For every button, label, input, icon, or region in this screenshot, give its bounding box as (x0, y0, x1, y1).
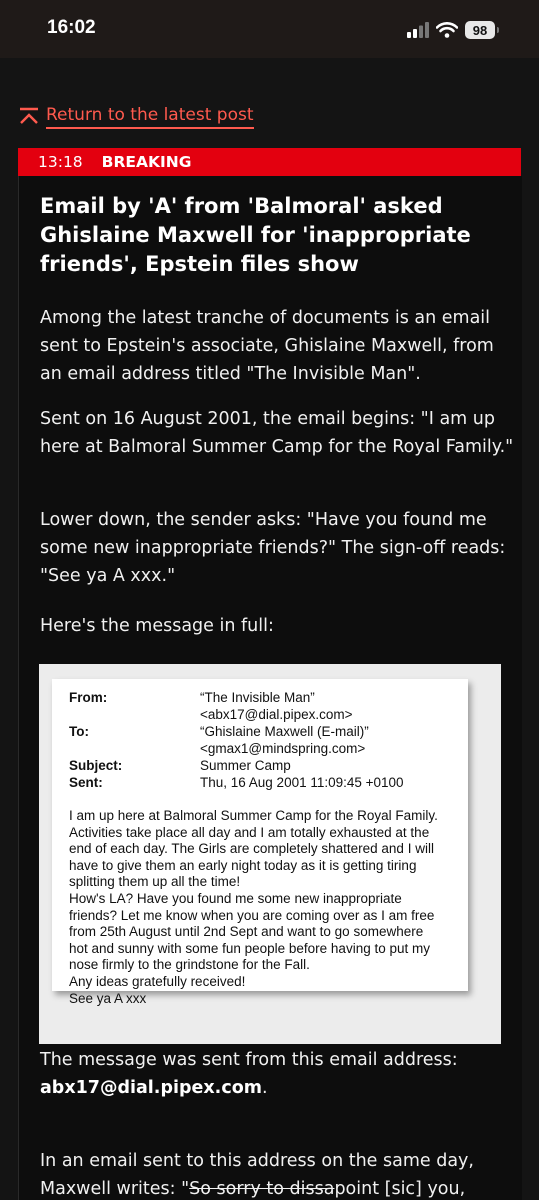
breaking-label: BREAKING (101, 153, 192, 171)
email-sent: Thu, 16 Aug 2001 11:09:45 +0100 (200, 775, 404, 790)
email-from-label: From: (69, 690, 108, 705)
paragraph-5 (40, 1046, 515, 1102)
paragraph-3: Lower down, the sender asks: "Have you found me some new inappropriate friends?" The sign-off reads: "See ya A xxx." (40, 510, 506, 586)
paragraph-6-start: In an email sent to this address on the same day, Maxwell writes: " (40, 1151, 474, 1199)
post-time: 13:18 (38, 153, 83, 171)
paragraph-6-strikethrough: So sorry to dissa (189, 1179, 335, 1199)
email-body: I am up here at Balmoral Summer Camp for the Royal Family. Activities take place all day and I am totally exhausted at the end of each day. The Girls are completely shattered and I will have to give them an early night today as it is getting tiring splitting them up all the time! How's LA? Have you found me some new inappropriate friends? Let me know when you are coming over as I am free from 25th August until 2nd Sept and want to go somewhere hot and sunny with some fun people before having to put my nose firmly to the grindstone for the Fall. Any ideas gratefully received! See ya A xxx (69, 808, 438, 1006)
email-subject: Summer Camp (200, 758, 291, 773)
paragraph-4: Here's the message in full: (40, 616, 274, 636)
status-bar (0, 0, 539, 58)
return-to-latest-link[interactable] (18, 105, 254, 129)
email-image (39, 664, 501, 1044)
status-time: 16:02 (47, 17, 96, 38)
return-to-latest-label: Return to the latest post (46, 105, 254, 129)
paragraph-1: Among the latest tranche of documents is an email sent to Epstein's associate, Ghislaine Maxwell, from an email address titled "The Invisible Man". (40, 308, 494, 384)
email-to-name: “Ghislaine Maxwell (E-mail)” (200, 724, 369, 739)
email-to-address: <gmax1@mindspring.com> (200, 741, 366, 756)
paragraph-2: Sent on 16 August 2001, the email begins: "I am up here at Balmoral Summer Camp for the Royal Family." (40, 409, 514, 457)
battery-icon: 98 (465, 21, 495, 39)
paragraph-5-end: . (261, 1078, 268, 1098)
email-from-address: <abx17@dial.pipex.com> (200, 707, 353, 722)
breaking-banner (18, 148, 521, 176)
paragraph-5-lead: The message was sent from this email address: (40, 1050, 458, 1070)
wifi-icon (436, 22, 458, 38)
email-sent-label: Sent: (69, 775, 103, 790)
email-address-bold: abx17@dial.pipex.com (40, 1078, 262, 1098)
signal-icon (407, 22, 429, 38)
status-icons (407, 20, 495, 40)
chevron-up-bar-icon (18, 106, 40, 128)
email-from-name: “The Invisible Man” (200, 690, 315, 705)
live-post (18, 176, 522, 1200)
post-headline: Email by 'A' from 'Balmoral' asked Ghislaine Maxwell for 'inappropriate friends', Epstein files show (40, 194, 471, 276)
paragraph-6 (40, 1147, 515, 1200)
email-to-label: To: (69, 724, 89, 739)
email-document (52, 679, 468, 1006)
paragraph-6-end: point [sic] you, (334, 1179, 466, 1199)
email-subject-label: Subject: (69, 758, 123, 773)
